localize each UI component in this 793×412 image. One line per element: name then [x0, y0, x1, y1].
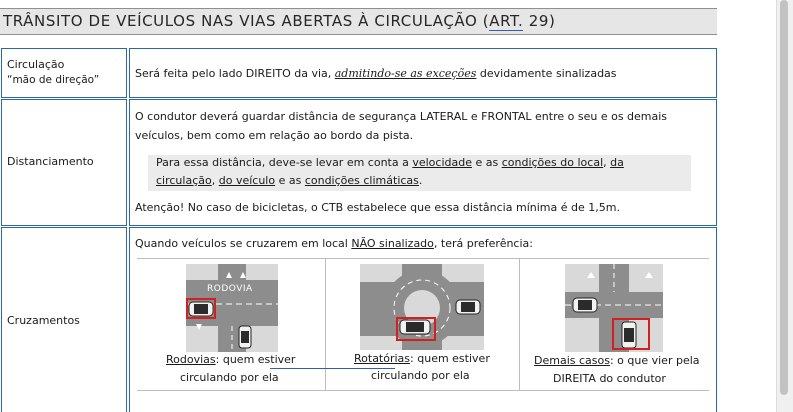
rodovia-road-label: RODOVIA: [207, 284, 253, 294]
attention-note: Atenção! No caso de bicicletas, o CTB estabelece que essa distância mínima é de 1,5m.: [135, 201, 620, 214]
inner-table-bottom: [137, 390, 709, 391]
distanciamento-para1-line1: O condutor deverá guardar distância de segurança LATERAL e FRONTAL entre o seu e os demais: [135, 110, 668, 123]
scrollbar-thumb[interactable]: [780, 0, 788, 395]
excecoes-emphasis: admitindo-se as exceções: [334, 67, 477, 80]
label-cruzamentos: Cruzamentos: [7, 314, 80, 327]
label-circulacao: Circulação: [7, 58, 65, 71]
section-title-suffix: 29): [523, 12, 556, 30]
rodovia-caption-line1: Rodovias: quem estiver: [166, 353, 296, 366]
label-mao-de-direcao: “mão de direção”: [7, 74, 100, 86]
demais-casos-caption-line1: Demais casos: o que vier pela: [534, 354, 700, 367]
cruzamentos-intro: Quando veículos se cruzarem em local NÃO sinalizado, terá preferência:: [135, 237, 533, 250]
circulacao-text: Será feita pelo lado DIREITO da via, admitindo-se as exceções devidamente sinalizadas: [135, 67, 617, 80]
inner-divider-1: [325, 258, 326, 390]
comment-indicator-line: [270, 368, 395, 369]
section-title-text: TRÂNSITO DE VEÍCULOS NAS VIAS ABERTAS À CIRCULAÇÃO (: [3, 12, 490, 30]
demais-casos-caption-line2: DIREITA do condutor: [553, 372, 666, 385]
rotatoria-caption-line2: circulando por ela: [371, 369, 470, 382]
article-link[interactable]: ART.: [489, 12, 524, 30]
distanciamento-para1-line2: veículos, bem como em relação ao bordo da pista.: [135, 129, 414, 142]
note-line1: Para essa distância, deve-se levar em conta a velocidade e as condições do local, da: [156, 156, 624, 169]
inner-table-top: [137, 258, 709, 259]
inner-divider-2: [519, 258, 520, 390]
note-line2: circulação, do veículo e as condições climáticas.: [156, 174, 423, 187]
nao-sinalizado-emphasis: NÃO sinalizado: [351, 237, 434, 250]
demais-casos-priority-highlight: [612, 318, 650, 350]
section-title: [3, 12, 556, 32]
label-distanciamento: Distanciamento: [7, 155, 94, 168]
rotatoria-caption-line1: Rotatórias: quem estiver: [354, 352, 490, 365]
rodovia-caption-line2: circulando por ela: [180, 371, 279, 384]
rotatoria-priority-highlight: [396, 317, 436, 341]
rodovia-priority-highlight: [186, 298, 216, 319]
